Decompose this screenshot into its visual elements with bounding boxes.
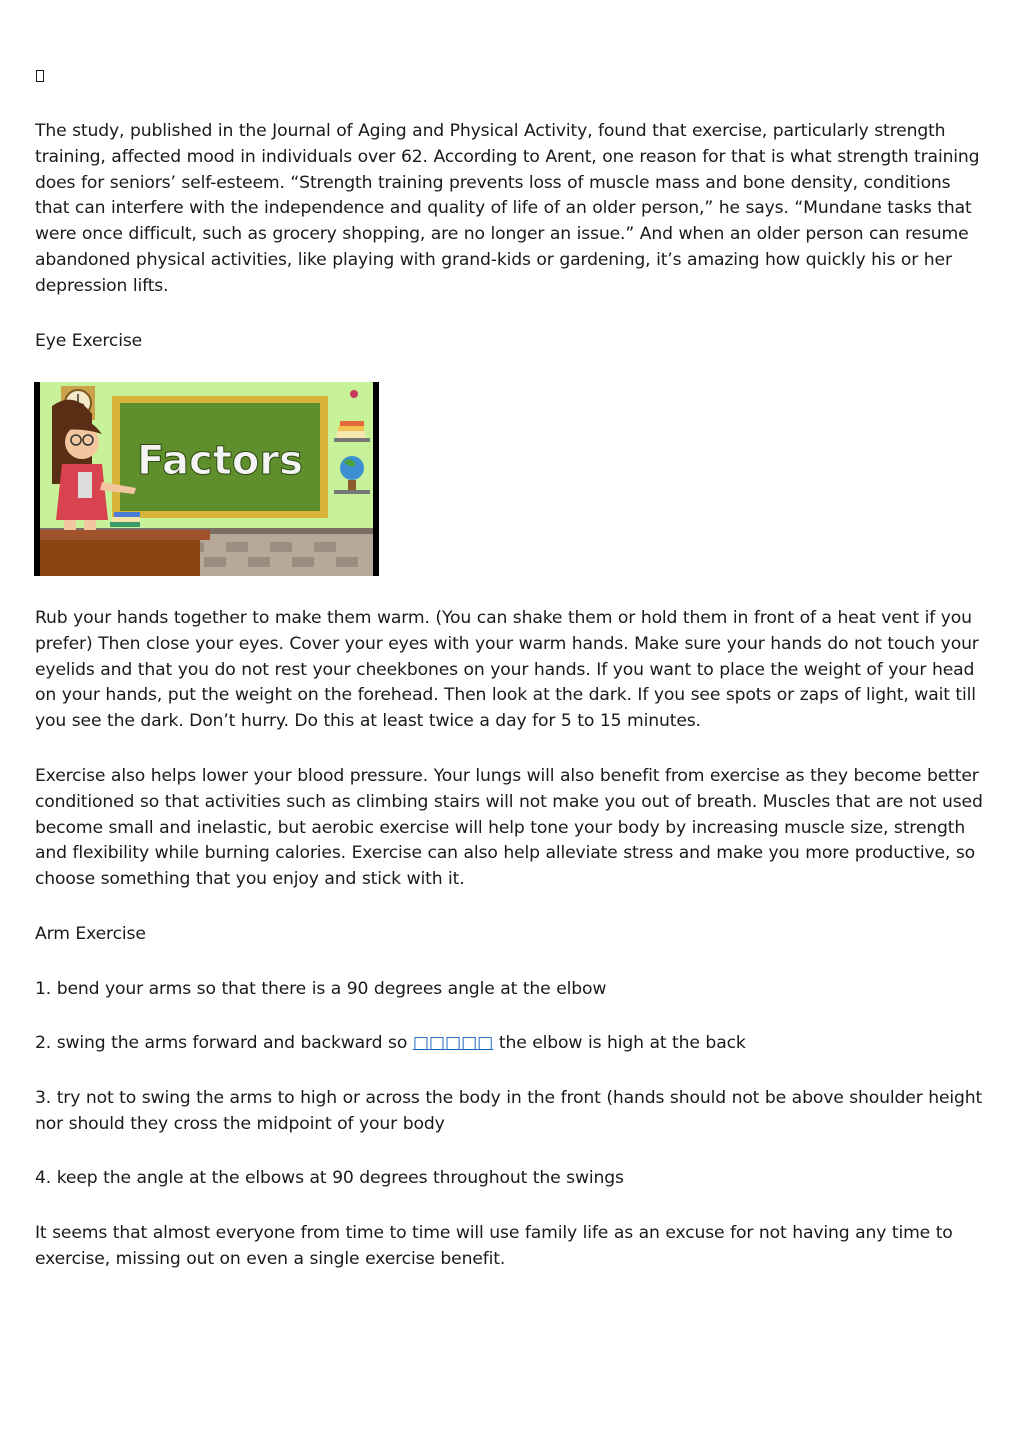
family-life-paragraph: It seems that almost everyone from time to time will use family life as an excuse for not having any time to exercise, missing out on even a single exercise benefit. (35, 1223, 953, 1269)
arm-step-2 (35, 1031, 985, 1057)
arm-step-4: 4. keep the angle at the elbows at 90 degrees throughout the swings (35, 1168, 624, 1188)
arm-step-2-text-after: the elbow is high at the back (493, 1033, 746, 1053)
factors-illustration (34, 382, 379, 576)
intro-paragraph: The study, published in the Journal of Aging and Physical Activity, found that exercise, particularly strength training, affected mood in individuals over 62. According to Arent, one reason for that is what strength training does for seniors’ self-esteem. “Strength training prevents loss of muscle mass and bone density, conditions that can interfere with the independence and quality of life of an older person,” he says. “Mundane tasks that were once difficult, such as grocery shopping, are no longer an issue.” And when an older person can resume abandoned physical activities, like playing with grand-kids or gardening, it’s amazing how quickly his or her depression lifts. (35, 121, 980, 296)
classroom-scene-icon (34, 382, 379, 576)
blood-pressure-paragraph: Exercise also helps lower your blood pressure. Your lungs will also benefit from exercise as they become better conditioned so that activities such as climbing stairs will not make you out of breath. Muscles that are not used become small and inelastic, but aerobic exercise will help tone your body by increasing muscle size, strength and flexibility while burning calories. Exercise can also help alleviate stress and make you more productive, so choose something that you enjoy and stick with it. (35, 766, 983, 890)
arm-exercise-heading: Arm Exercise (35, 924, 146, 944)
inline-link[interactable]: □□□□□ (412, 1033, 494, 1053)
eye-exercise-heading: Eye Exercise (35, 331, 143, 351)
svg-text:Factors: Factors (137, 438, 303, 484)
missing-glyph-icon (36, 70, 44, 82)
rub-hands-paragraph: Rub your hands together to make them warm. (You can shake them or hold them in front of a heat vent if you prefer) Then close your eyes. Cover your eyes with your warm hands. Make sure your hands do not touch your eyelids and that you do not rest your cheekbones on your hands. If you want to place the weight of your head on your hands, put the weight on the forehead. Then look at the dark. If you see spots or zaps of light, wait till you see the dark. Don’t hurry. Do this at least twice a day for 5 to 15 minutes. (35, 608, 979, 732)
arm-step-3: 3. try not to swing the arms to high or across the body in the front (hands should not be above shoulder height nor should they cross the midpoint of your body (35, 1088, 983, 1134)
arm-step-2-text-before: 2. swing the arms forward and backward so (35, 1033, 413, 1053)
arm-step-1: 1. bend your arms so that there is a 90 degrees angle at the elbow (35, 979, 607, 999)
